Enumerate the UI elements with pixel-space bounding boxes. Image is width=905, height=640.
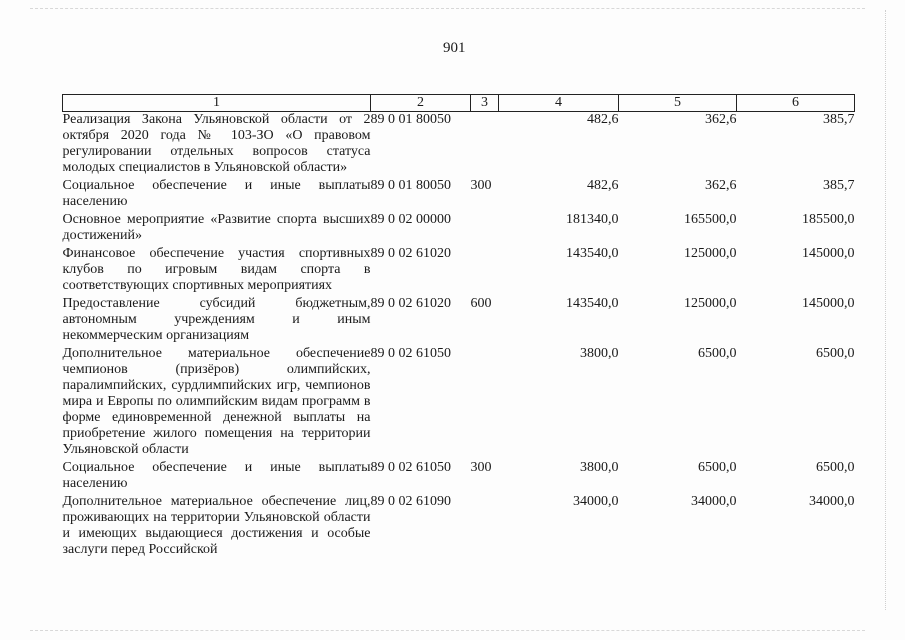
budget-table [62,94,855,560]
column-header-2: 2 [371,95,471,112]
header-row [63,95,855,112]
row-target-code: 89 0 01 80050 [370,112,451,127]
row-amount-col4: 482,6 [587,178,619,193]
row-amount-col5: 165500,0 [684,212,737,227]
row-target-code: 89 0 02 61050 [370,346,451,361]
column-header-1: 1 [63,95,371,112]
row-amount-col4: 3800,0 [580,460,619,475]
row-target-code: 89 0 02 00000 [370,212,451,227]
column-header-5: 5 [619,95,737,112]
row-target-code: 89 0 02 61090 [370,494,451,509]
row-name: Предоставление субсидий бюджетным, автономным учреждениям и иным некоммерческим организациям [62,296,371,343]
table-row [63,178,855,212]
table-row [63,112,855,179]
table-row [63,460,855,494]
row-name: Дополнительное материальное обеспечение лиц, проживающих на территории Ульяновской области и имеющих выдающиеся достижения и особые заслуги перед Российской [62,494,371,557]
row-target-code: 89 0 02 61050 [370,460,451,475]
row-amount-col6: 385,7 [823,112,855,127]
row-amount-col5: 125000,0 [684,246,737,261]
column-header-6: 6 [737,95,855,112]
column-header-4: 4 [499,95,619,112]
row-target-code: 89 0 02 61020 [370,296,451,311]
row-amount-col4: 143540,0 [566,246,619,261]
column-header-3: 3 [471,95,499,112]
row-amount-col6: 34000,0 [809,494,855,509]
row-target-code: 89 0 01 80050 [370,178,451,193]
row-name: Социальное обеспечение и иные выплаты населению [62,460,371,491]
row-amount-col4: 34000,0 [573,494,619,509]
row-expense-type: 300 [470,178,492,193]
row-amount-col6: 145000,0 [802,246,855,261]
row-expense-type [471,346,499,460]
row-amount-col5: 6500,0 [698,460,737,475]
row-name: Основное мероприятие «Развитие спорта высших достижений» [62,212,371,243]
row-expense-type: 600 [470,296,492,311]
row-target-code: 89 0 02 61020 [370,246,451,261]
row-amount-col5: 362,6 [705,112,737,127]
row-amount-col4: 3800,0 [580,346,619,361]
row-amount-col4: 143540,0 [566,296,619,311]
row-amount-col4: 181340,0 [566,212,619,227]
row-amount-col5: 34000,0 [691,494,737,509]
row-amount-col6: 185500,0 [802,212,855,227]
row-expense-type [471,246,499,296]
row-amount-col5: 6500,0 [698,346,737,361]
row-name: Реализация Закона Ульяновской области от 2 октября 2020 года № 103-ЗО «О правовом регулировании отдельных вопросов статуса молодых специалистов в Ульяновской области» [62,112,371,175]
row-expense-type [471,112,499,179]
table-row [63,346,855,460]
row-expense-type [471,494,499,560]
table-row [63,296,855,346]
table-row [63,494,855,560]
row-amount-col5: 362,6 [705,178,737,193]
table-row [63,246,855,296]
row-expense-type: 300 [470,460,492,475]
row-amount-col6: 145000,0 [802,296,855,311]
row-name: Финансовое обеспечение участия спортивных клубов по игровым видам спорта в соответствующих спортивных мероприятиях [62,246,371,293]
row-name: Социальное обеспечение и иные выплаты населению [62,178,371,209]
row-amount-col6: 6500,0 [816,460,855,475]
row-name: Дополнительное материальное обеспечение чемпионов (призёров) олимпийских, паралимпийских, сурдлимпийских игр, чемпионов мира и Европы по олимпийским видам программ в форме единовременной денежной выплаты на приобретение жилого помещения на территории Ульяновской области [62,346,371,457]
row-amount-col6: 385,7 [823,178,855,193]
row-amount-col6: 6500,0 [816,346,855,361]
scan-artifact-edge [885,10,887,610]
page-number: 901 [443,40,466,56]
row-amount-col4: 482,6 [587,112,619,127]
table-row [63,212,855,246]
scan-artifact-top [30,8,865,10]
row-expense-type [471,212,499,246]
scan-artifact-bottom [30,630,865,632]
row-amount-col5: 125000,0 [684,296,737,311]
